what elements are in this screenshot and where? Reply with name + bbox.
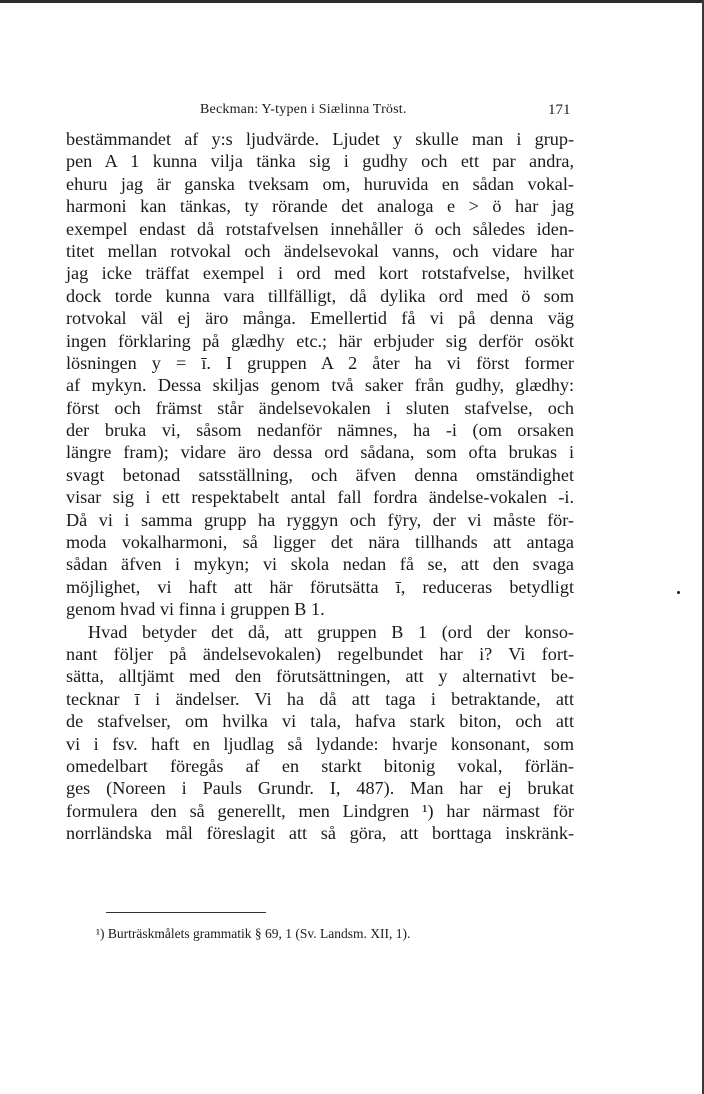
text-line-7: jag icke träffat exempel i ord med kort rotstafvelse, hvilket bbox=[66, 263, 574, 284]
text-line-28: vi i fsv. haft en ljudlag så lydande: hvarje konsonant, som bbox=[66, 733, 574, 754]
text-line-30: ges (Noreen i Pauls Grundr. I, 487). Man har ej brukat bbox=[66, 778, 574, 799]
footnote: ¹) Burträskmålets grammatik § 69, 1 (Sv. Landsm. XII, 1). bbox=[96, 926, 411, 941]
text-line-29: omedelbart föregås af en starkt bitonig vokal, förlän- bbox=[66, 755, 574, 776]
text-line-2: pen A 1 kunna vilja tänka sig i gudhy och ett par andra, bbox=[66, 151, 574, 172]
running-header: Beckman: Y-typen i Siælinna Tröst. bbox=[200, 102, 407, 117]
text-line-20: sådan äfven i mykyn; vi skola nedan få se, att den svaga bbox=[66, 554, 574, 575]
text-line-14: der bruka vi, såsom nedanför nämnes, ha -i (om orsaken bbox=[66, 420, 574, 441]
body-text bbox=[66, 128, 574, 845]
text-line-5: exempel endast då rotstafvelsen innehåller ö och således iden- bbox=[66, 218, 574, 239]
text-line-12: af mykyn. Dessa skiljas genom två saker från gudhy, glædhy: bbox=[66, 375, 574, 396]
text-line-19: moda vokalharmoni, så ligger det nära tillhands att antaga bbox=[66, 532, 574, 553]
text-line-9: rotvokal väl ej äro många. Emellertid få vi på denna väg bbox=[66, 308, 574, 329]
text-line-22: genom hvad vi finna i gruppen B 1. bbox=[66, 599, 325, 620]
text-line-10: ingen förklaring på glædhy etc.; här erbjuder sig derför osökt bbox=[66, 330, 574, 351]
text-line-32: norrländska mål föreslagit att så göra, att borttaga inskränk- bbox=[66, 823, 574, 844]
text-line-23: Hvad betyder det då, att gruppen B 1 (ord der konso- bbox=[88, 621, 574, 642]
text-line-18: Då vi i samma grupp ha ryggyn och fÿry, der vi måste för- bbox=[66, 509, 574, 530]
text-line-6: titet mellan rotvokal och ändelsevokal vanns, och vidare har bbox=[66, 240, 574, 261]
text-line-27: de stafvelser, om hvilka vi tala, hafva stark biton, och att bbox=[66, 711, 574, 732]
text-line-21: möjlighet, vi haft att här förutsätta ī, reduceras betydligt bbox=[66, 576, 574, 597]
text-line-25: sätta, alltjämt med den förutsättningen, att y alternativt be- bbox=[66, 666, 574, 687]
text-line-26: tecknar ī i ändelser. Vi ha då att taga i betraktande, att bbox=[66, 688, 574, 709]
text-line-8: dock torde kunna vara tillfälligt, då dylika ord med ö som bbox=[66, 285, 574, 306]
scan-top-edge bbox=[0, 0, 704, 3]
text-line-3: ehuru jag är ganska tveksam om, huruvida en sådan vokal- bbox=[66, 173, 574, 194]
text-line-24: nant följer på ändelsevokalen) regelbundet har i? Vi fort- bbox=[66, 643, 574, 664]
text-line-17: visar sig i ett respektabelt antal fall fordra ändelse-vokalen -i. bbox=[66, 487, 574, 508]
text-line-4: harmoni kan tänkas, ty rörande det analoga e > ö har jag bbox=[66, 196, 574, 217]
scan-speck bbox=[677, 591, 680, 594]
page-number: 171 bbox=[548, 102, 571, 118]
text-line-11: lösningen y = ī. I gruppen A 2 åter ha vi först former bbox=[66, 352, 574, 373]
text-line-16: svagt betonad satsställning, och äfven denna omständighet bbox=[66, 464, 574, 485]
text-line-15: längre fram); vidare äro dessa ord sådana, som ofta brukas i bbox=[66, 442, 574, 463]
text-line-13: först och främst står ändelsevokalen i sluten stafvelse, och bbox=[66, 397, 574, 418]
footnote-rule bbox=[106, 912, 266, 913]
text-line-31: formulera den så generellt, men Lindgren ¹) har närmast för bbox=[66, 800, 574, 821]
text-line-1: bestämmandet af y:s ljudvärde. Ljudet y skulle man i grup- bbox=[66, 129, 574, 149]
